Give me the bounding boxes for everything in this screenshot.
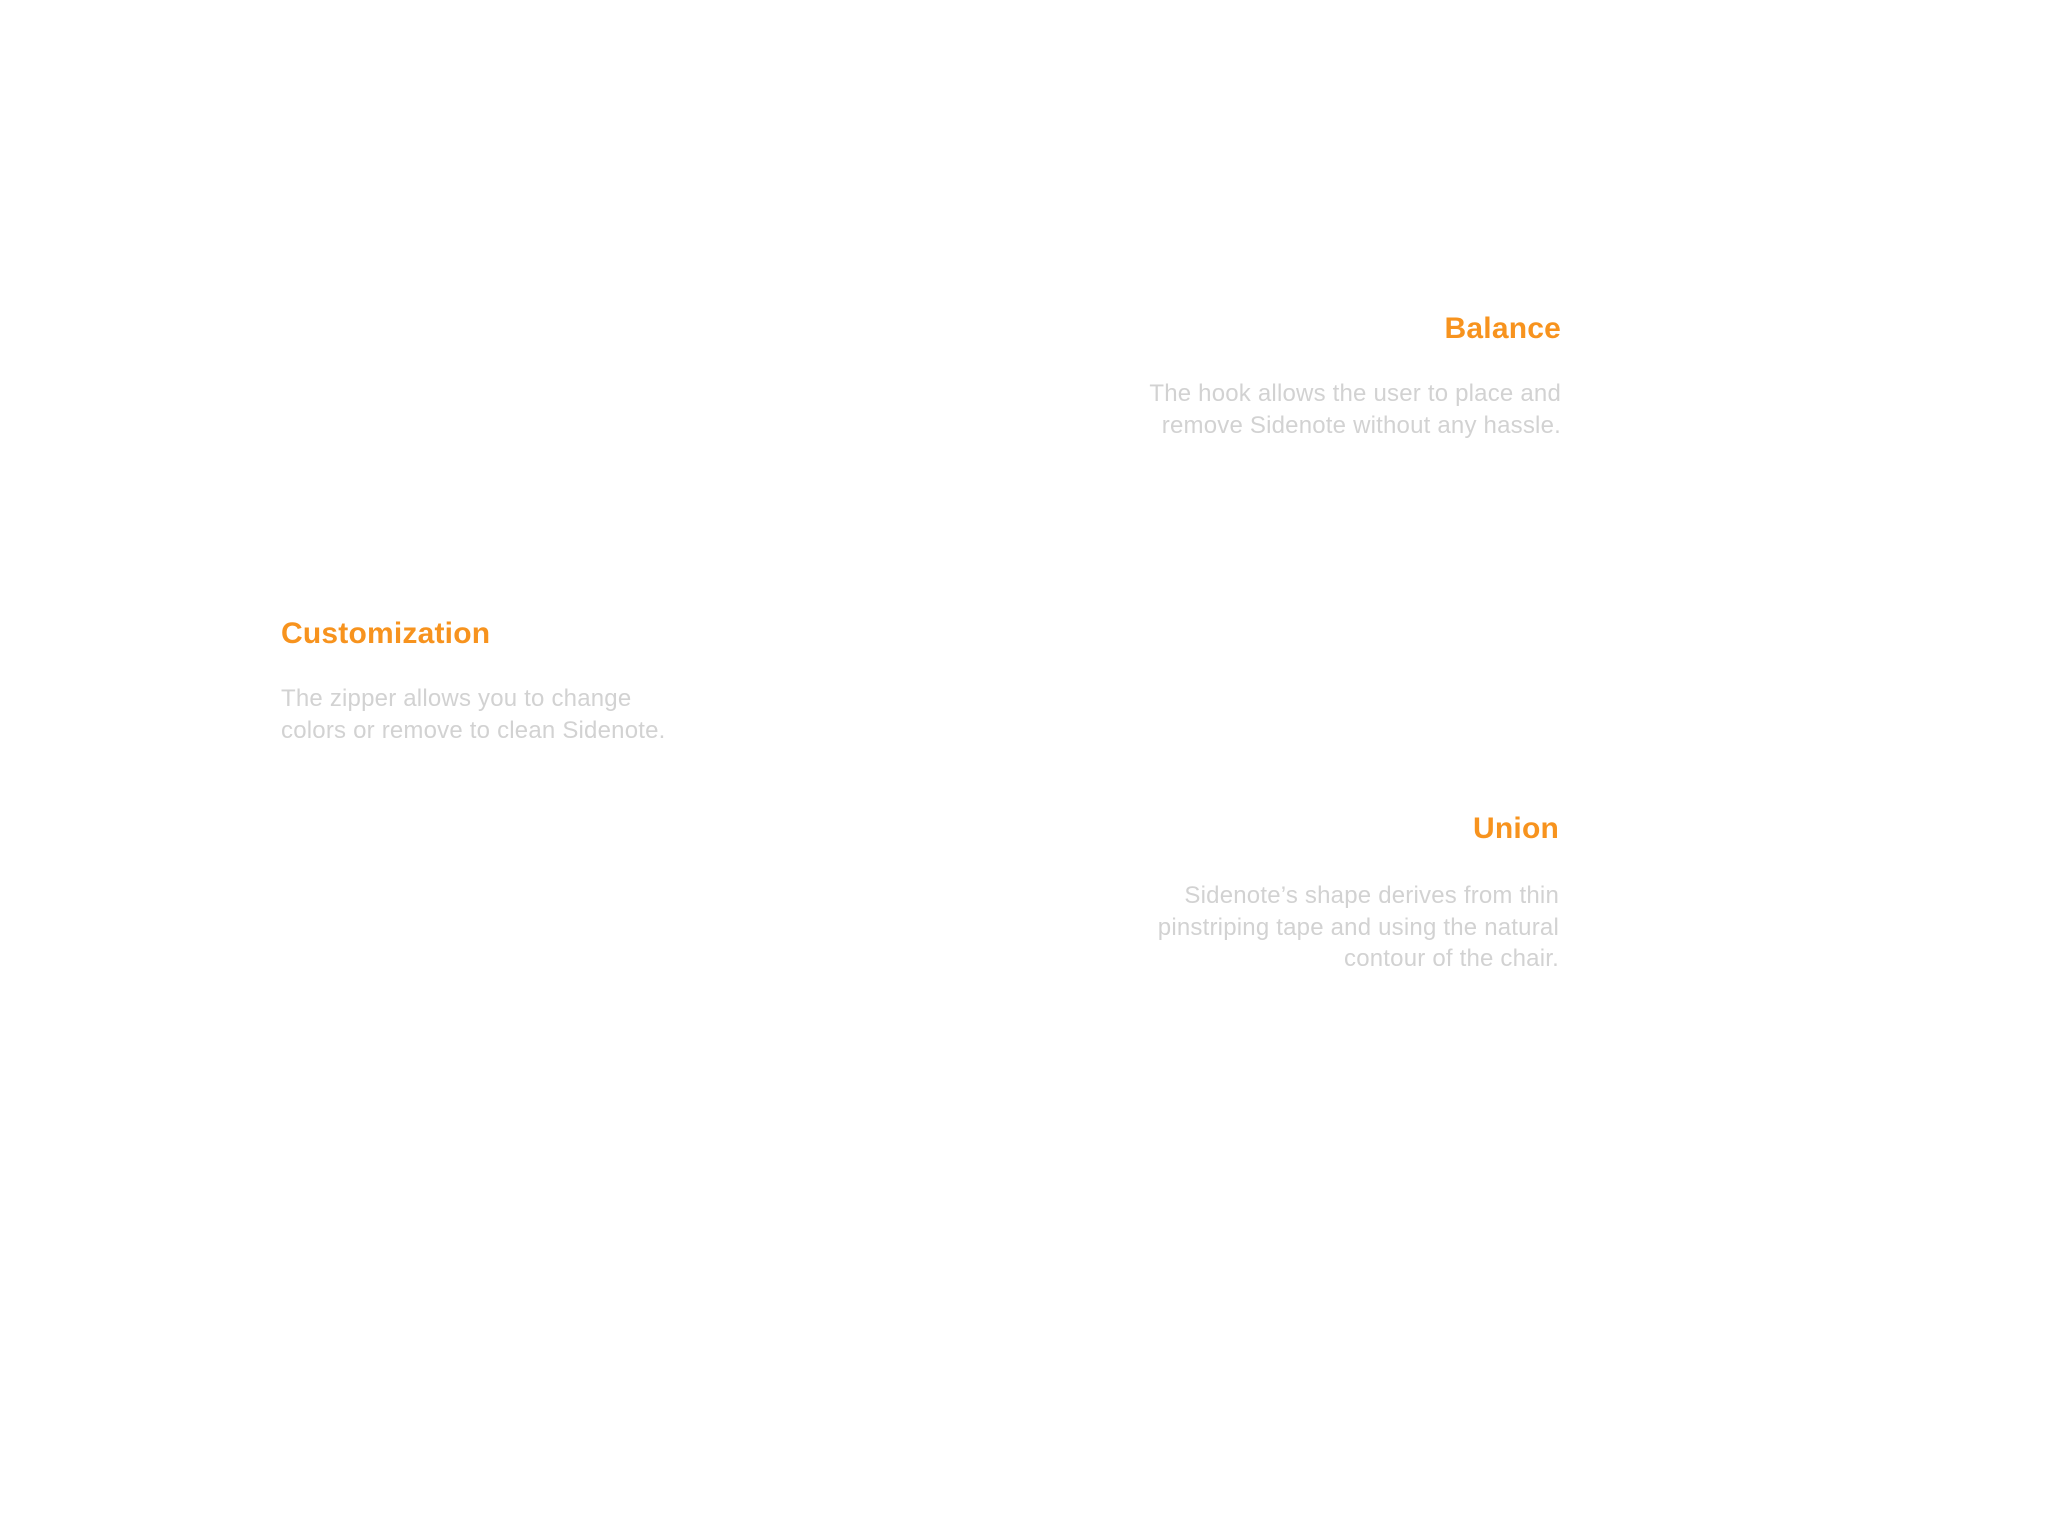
feature-customization [281, 616, 901, 746]
feature-title-balance: Balance [1444, 312, 1561, 345]
feature-title-union: Union [1473, 812, 1559, 845]
feature-union [939, 811, 1559, 975]
feature-description-customization: The zipper allows you to change colors or remove to clean Sidenote. [281, 685, 666, 744]
feature-description-union: Sidenote’s shape derives from thin pinstriping tape and using the natural contour of the chair. [1157, 882, 1559, 972]
feature-title-customization: Customization [281, 617, 491, 650]
feature-description-balance: The hook allows the user to place and remove Sidenote without any hassle. [1149, 380, 1561, 439]
feature-balance [941, 311, 1561, 441]
